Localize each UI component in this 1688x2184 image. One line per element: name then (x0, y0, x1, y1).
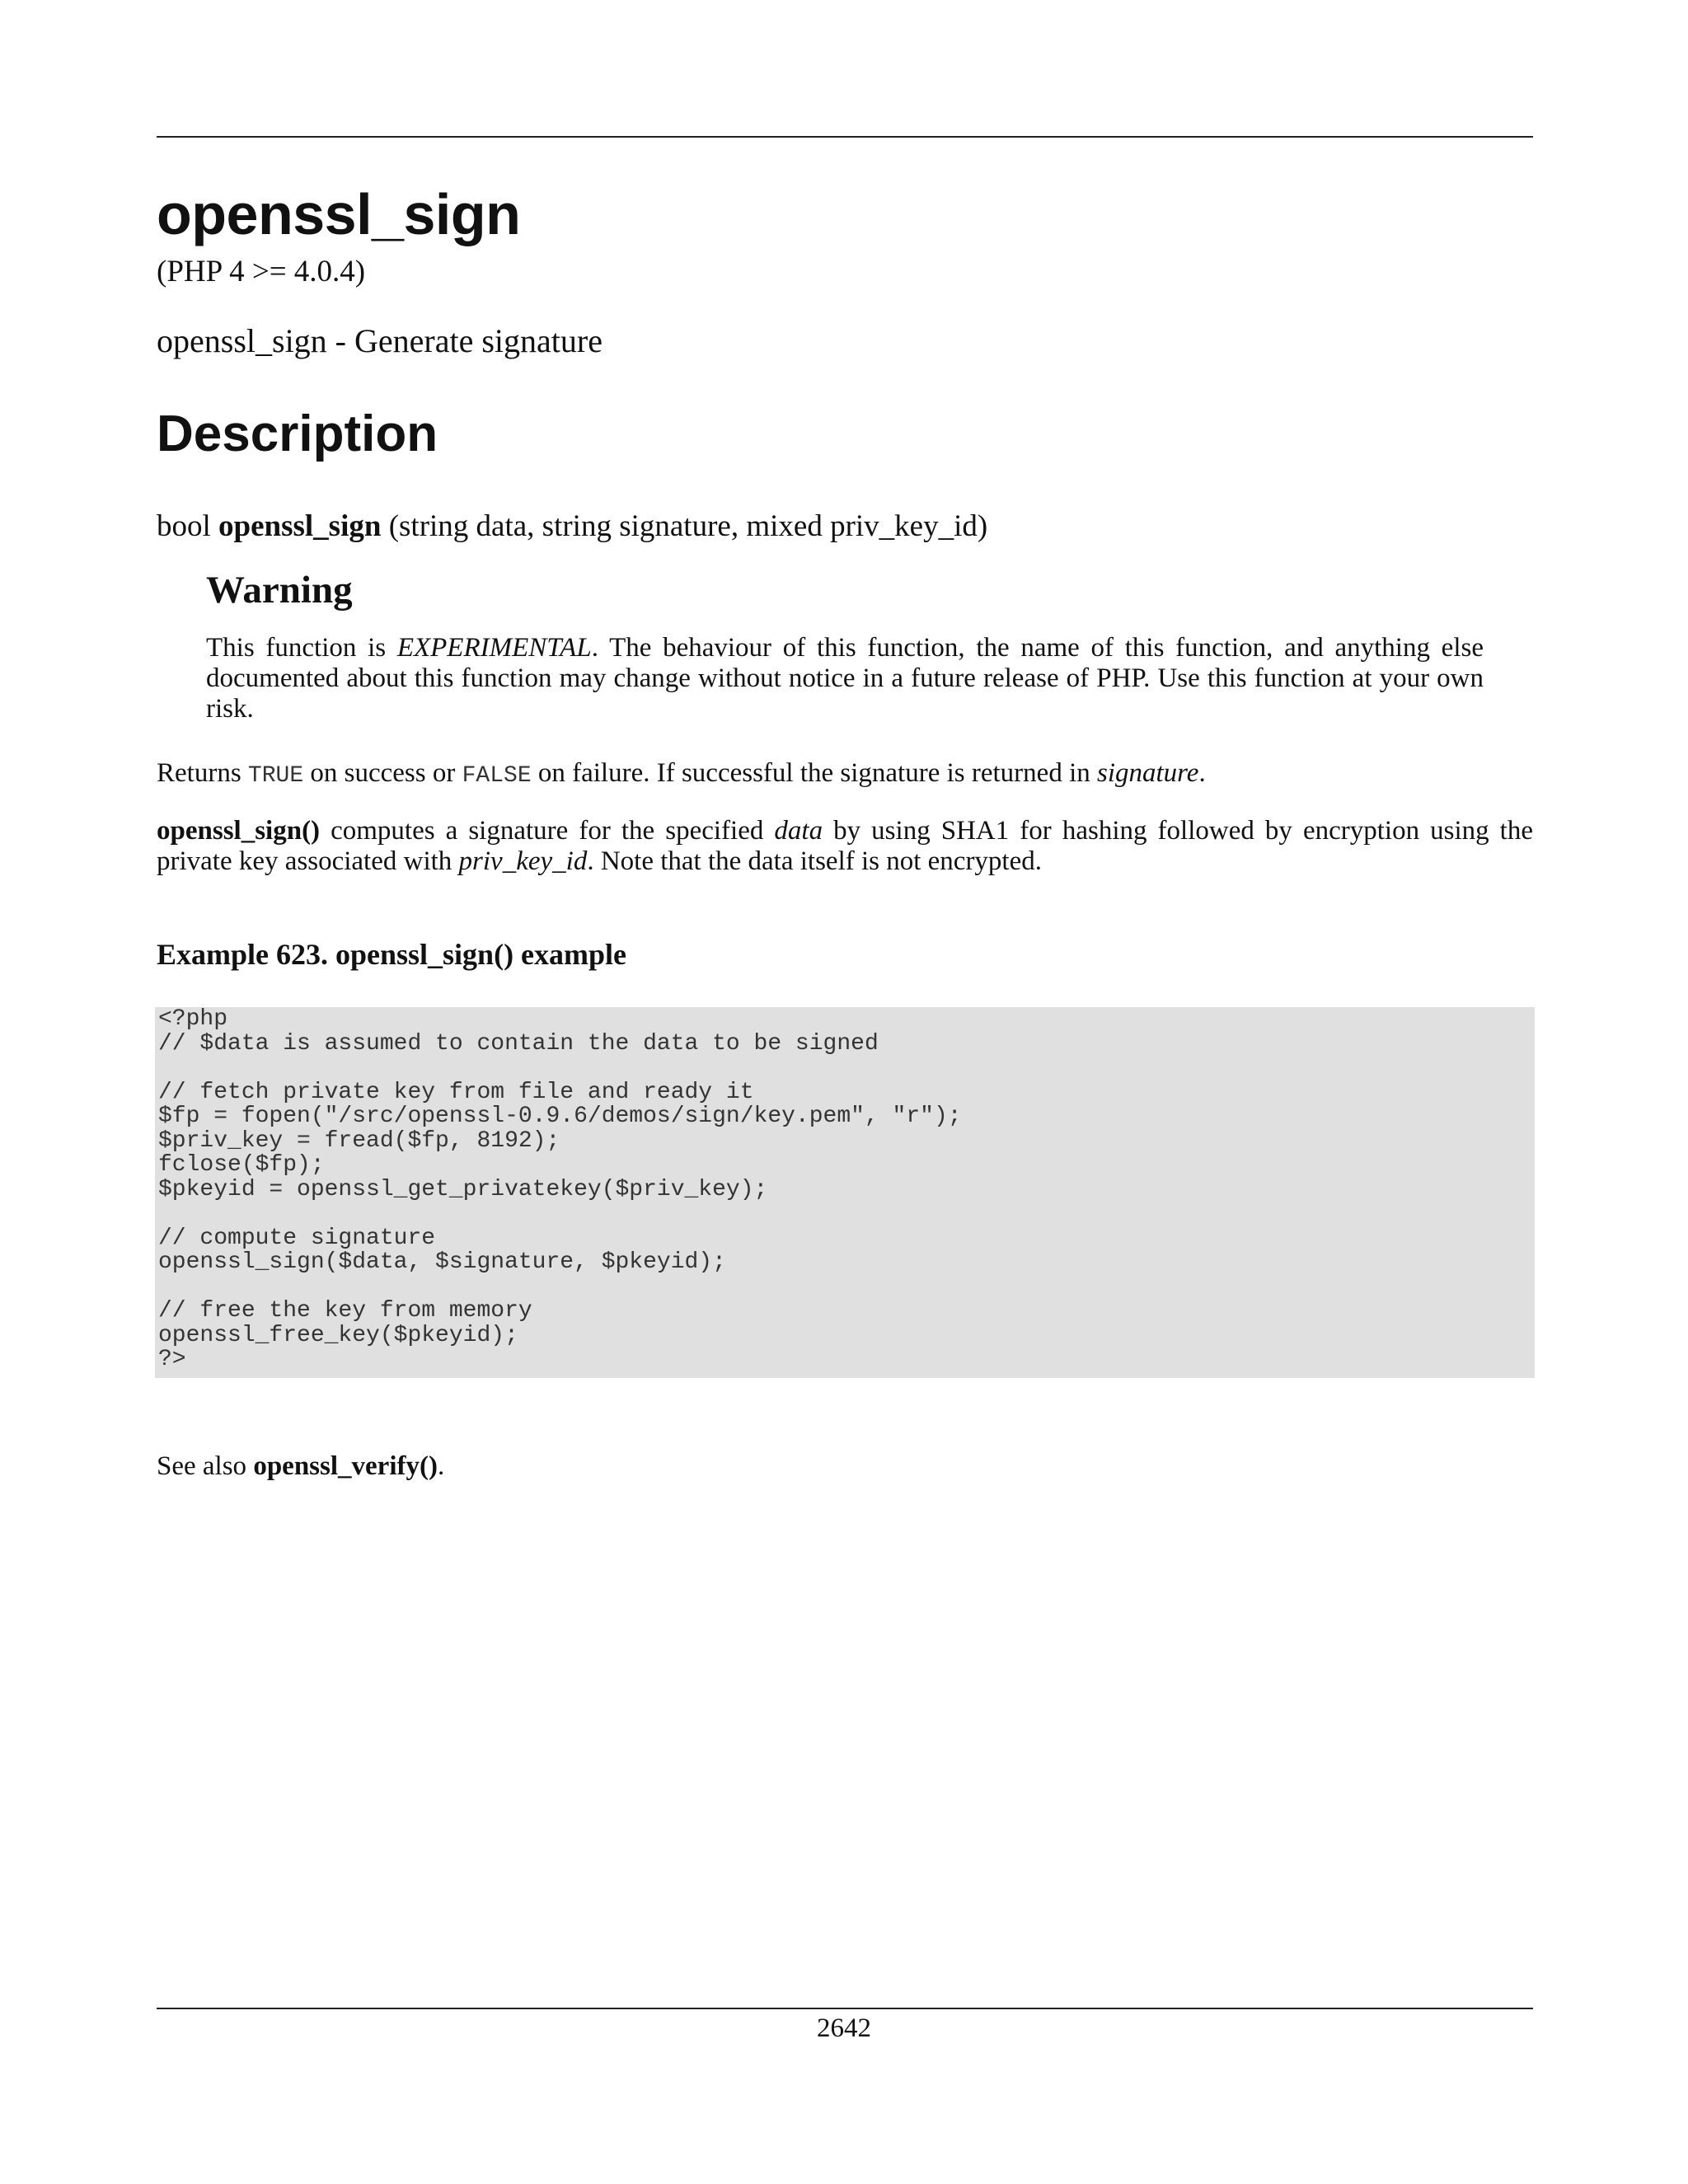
true-constant: TRUE (247, 763, 304, 789)
code-line: ?> (158, 1347, 186, 1372)
details-paragraph: openssl_sign() computes a signature for the specified data by using SHA1 for hashing followed by encryption using the private key associated with priv_key_id. Note that the data itself is not encrypted. (157, 816, 1533, 876)
synopsis-return-type: bool (157, 509, 211, 543)
warning-title: Warning (206, 569, 353, 612)
experimental-emphasis: EXPERIMENTAL (396, 633, 592, 663)
warning-text: This function is EXPERIMENTAL. The behaviour of this function, the name of this function, and anything else documented about this function may change without notice in a future release of PHP. Use this function at your own risk. (206, 633, 1484, 724)
priv-key-id-parameter: priv_key_id (458, 846, 588, 876)
code-line: fclose($fp); (158, 1152, 325, 1178)
data-parameter: data (774, 816, 823, 846)
signature-parameter: signature (1097, 758, 1199, 788)
code-line (158, 1056, 1531, 1080)
footer-rule (157, 2008, 1533, 2009)
synopsis-function-name: openssl_sign (218, 509, 382, 543)
code-line: // $data is assumed to contain the data to be signed (158, 1030, 879, 1057)
see-also: See also openssl_verify(). (157, 1451, 445, 1481)
function-purpose: openssl_sign - Generate signature (157, 322, 603, 359)
code-line: $fp = fopen("/src/openssl-0.9.6/demos/sign/key.pem", "r"); (158, 1104, 962, 1129)
version-info: (PHP 4 >= 4.0.4) (157, 255, 366, 288)
code-line: // compute signature (158, 1225, 436, 1251)
code-line: openssl_free_key($pkeyid); (158, 1322, 518, 1348)
description-heading: Description (157, 405, 438, 462)
openssl-verify-link[interactable]: openssl_verify() (253, 1451, 438, 1481)
code-line: $pkeyid = openssl_get_privatekey($priv_key); (158, 1176, 768, 1202)
function-reference: openssl_sign() (157, 816, 321, 846)
code-line: openssl_sign($data, $signature, $pkeyid); (158, 1249, 726, 1275)
code-line: // fetch private key from file and ready it (158, 1079, 754, 1105)
code-line (158, 1275, 1531, 1300)
header-rule (157, 136, 1533, 138)
code-line: <?php (158, 1006, 228, 1032)
function-synopsis (157, 509, 987, 545)
code-example (155, 1007, 1535, 1378)
false-constant: FALSE (462, 763, 532, 789)
page-number: 2642 (817, 2013, 871, 2043)
example-title: Example 623. openssl_sign() example (157, 938, 627, 971)
code-line: $priv_key = fread($fp, 8192); (158, 1127, 560, 1154)
function-title: openssl_sign (157, 182, 521, 246)
warning-box (206, 567, 1484, 724)
code-line (158, 1202, 1531, 1226)
returns-paragraph: Returns TRUE on success or FALSE on failure. If successful the signature is returned in signature. (157, 758, 1206, 789)
synopsis-parameters: (string data, string signature, mixed priv_key_id) (388, 509, 988, 543)
code-line: // free the key from memory (158, 1298, 532, 1324)
